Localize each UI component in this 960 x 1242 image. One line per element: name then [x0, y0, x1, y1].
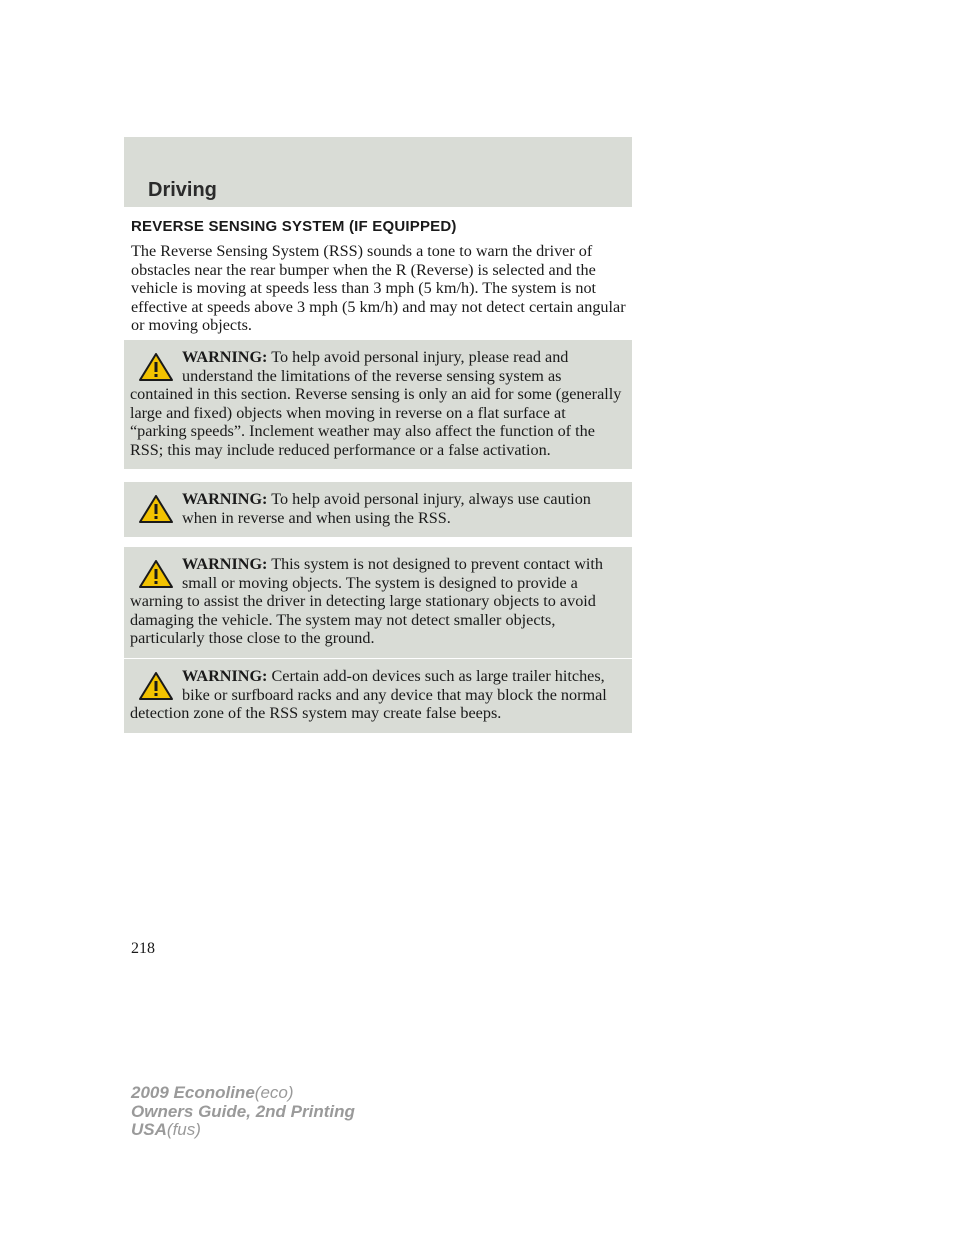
page-number: 218 — [131, 940, 155, 957]
footer-model: 2009 Econoline — [131, 1083, 255, 1102]
warning-box-2 — [124, 482, 632, 537]
footer-line-1 — [131, 1084, 355, 1103]
warning-text — [130, 555, 626, 648]
chapter-title: Driving — [148, 179, 217, 201]
section-heading: REVERSE SENSING SYSTEM (IF EQUIPPED) — [131, 218, 457, 235]
warning-triangle-icon — [138, 494, 174, 524]
warning-body: This system is not designed to prevent contact with small or moving objects. The system is designed to provide a warning to assist the driver in detecting large stationary objects to avoid damaging the vehicle. The system may not detect smaller objects, particularly those close to the ground. — [130, 555, 603, 647]
footer-line-3 — [131, 1121, 355, 1140]
warning-text — [130, 490, 626, 527]
document-footer — [131, 1084, 355, 1140]
intro-paragraph: The Reverse Sensing System (RSS) sounds a tone to warn the driver of obstacles near the rear bumper when the R (Reverse) is selected and the vehicle is moving at speeds less than 3 mph (5 km/h). The system is not effective at speeds above 3 mph (5 km/h) and may not detect certain angular or moving objects. — [131, 242, 626, 334]
warning-text — [130, 348, 626, 459]
warning-box-1 — [124, 340, 632, 469]
warning-triangle-icon — [138, 671, 174, 701]
footer-model-code: (eco) — [254, 1083, 294, 1102]
footer-market: USA — [131, 1120, 167, 1139]
warning-triangle-icon — [138, 352, 174, 382]
warning-label: WARNING: — [182, 490, 268, 508]
footer-line-2: Owners Guide, 2nd Printing — [131, 1101, 355, 1121]
warning-label: WARNING: — [182, 348, 268, 366]
warning-body: To help avoid personal injury, please read and understand the limitations of the reverse sensing system as contained in this section. Reverse sensing is only an aid for some (generally large and fixed) objects when moving in reverse on a flat surface at “parking speeds”. Inclement weather may also affect the function of the RSS; this may include reduced performance or a false activation. — [130, 348, 622, 459]
warning-label: WARNING: — [182, 555, 268, 573]
warning-body: To help avoid personal injury, always use caution when in reverse and when using the RSS. — [182, 490, 591, 527]
warning-box-3 — [124, 547, 632, 658]
warning-box-4 — [124, 659, 632, 733]
warning-body: Certain add-on devices such as large trailer hitches, bike or surfboard racks and any device that may block the normal detection zone of the RSS system may create false beeps. — [130, 667, 607, 722]
warning-text — [130, 667, 626, 723]
section-header-band — [124, 137, 632, 207]
warning-label: WARNING: — [182, 667, 268, 685]
footer-market-code: (fus) — [166, 1120, 201, 1139]
warning-triangle-icon — [138, 559, 174, 589]
